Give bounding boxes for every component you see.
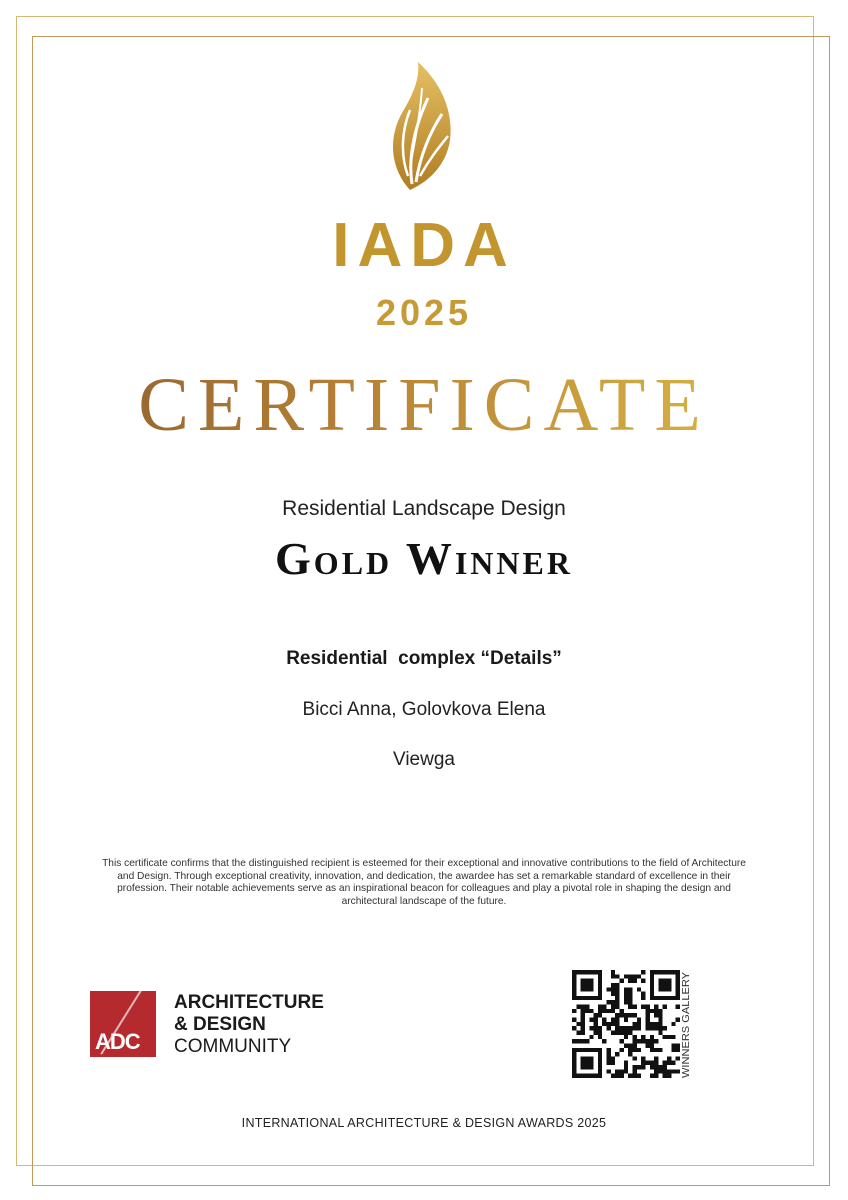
award-level: Gold Winner [275, 533, 573, 584]
qr-code[interactable] [572, 970, 680, 1078]
award-category: Residential Landscape Design [282, 497, 566, 520]
brand-title: IADA [332, 211, 516, 280]
community-name [174, 992, 324, 1058]
footer-awards: INTERNATIONAL ARCHITECTURE & DESIGN AWARDS 2025 [241, 1116, 607, 1130]
community-name-line1: ARCHITECTURE [174, 992, 324, 1013]
adc-logo [90, 991, 156, 1057]
brand-year: 2025 [375, 292, 473, 333]
community-name-line2: & DESIGN [174, 1014, 266, 1035]
winners-gallery-caption [678, 970, 694, 1078]
certificate-statement: This certificate confirms that the distinguished recipient is esteemed for their exceptional and innovative contributions to the field of Architecture and Design. Through exceptional creativity, innovation, and dedication, the awardee has set a remarkable standard of excellence in their profession. Their notable achievements serve as an inspirational beacon for colleagues and play a pivotal role in shaping the design and architectural landscape of the future. [102, 858, 746, 907]
adc-logo-text: ADC [95, 1029, 140, 1054]
community-name-line3: COMMUNITY [174, 1036, 292, 1057]
project-name: Residential complex “Details” [286, 648, 562, 669]
project-authors: Bicci Anna, Golovkova Elena [302, 699, 546, 720]
project-company: Viewga [393, 749, 455, 770]
winners-gallery-text: WINNERS GALLERY [680, 977, 692, 1078]
certificate-title: CERTIFICATE [0, 362, 848, 449]
flame-feather-icon [380, 58, 470, 198]
